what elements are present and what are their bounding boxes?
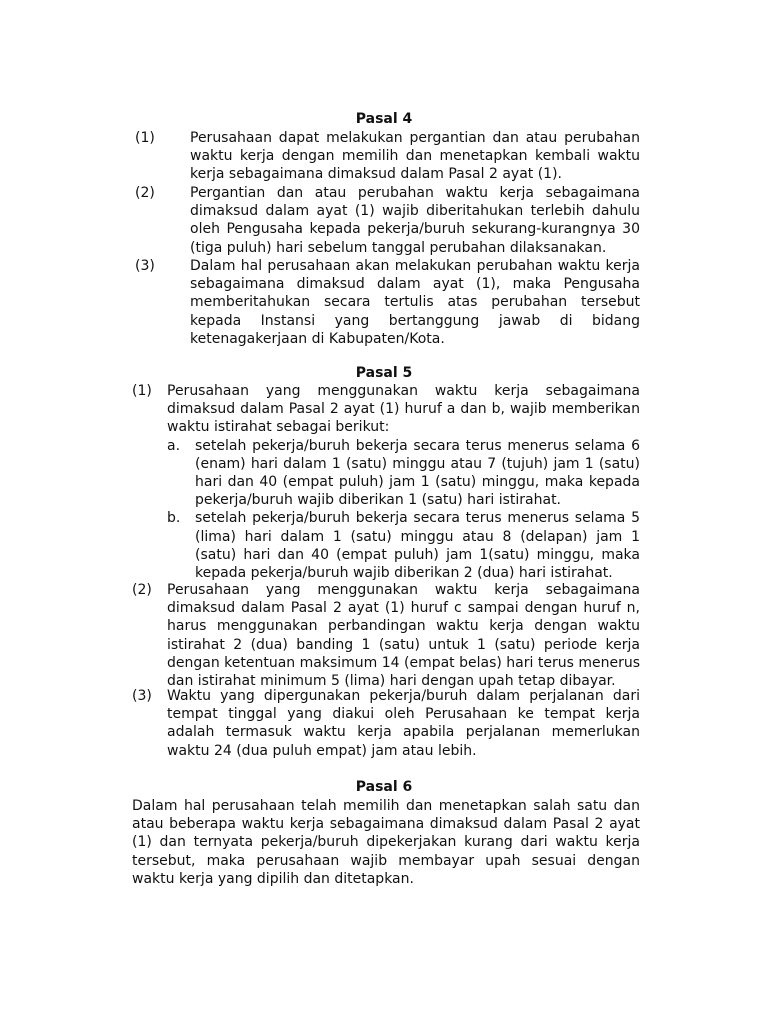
- pasal-4-ayat-3: [135, 257, 640, 348]
- ayat-number: (2): [135, 185, 155, 201]
- pasal-6-title: Pasal 6: [355, 779, 413, 795]
- pasal-5-ayat-2: [132, 581, 640, 690]
- sub-item-letter: b.: [167, 510, 181, 527]
- ayat-number: (1): [132, 383, 152, 399]
- pasal-6-text: Dalam hal perusahaan telah memilih dan menetapkan salah satu dan atau beberapa waktu kerja sebagaimana dimaksud dalam Pasal 2 ayat (1) dan ternyata pekerja/buruh dipekerjakan kurang dari waktu kerja tersebut, maka perusahaan wajib membayar upah sesuai dengan waktu kerja yang dipilih dan ditetapkan.: [132, 798, 640, 887]
- pasal-4-ayat-1: [135, 129, 640, 184]
- pasal-4-title: Pasal 4: [355, 111, 413, 127]
- pasal-5-title: Pasal 5: [355, 365, 413, 381]
- ayat-number: (1): [135, 130, 155, 146]
- ayat-text: Pergantian dan atau perubahan waktu kerja sebagaimana dimaksud dalam ayat (1) wajib diberitahukan terlebih dahulu oleh Pengusaha kepada pekerja/buruh sekurang-kurangnya 30 (tiga puluh) hari sebelum tanggal perubahan dilaksanakan.: [190, 185, 640, 256]
- sub-item-letter: a.: [167, 437, 181, 454]
- pasal-5-ayat-1: [132, 382, 640, 582]
- ayat-text: Dalam hal perusahaan akan melakukan perubahan waktu kerja sebagaimana dimaksud dalam ayat (1), maka Pengusaha memberitahukan secara tertulis atas perubahan tersebut kepada Instansi yang bertanggung jawab di bidang ketenagakerjaan di Kabupaten/Kota.: [190, 258, 640, 347]
- ayat-number: (3): [132, 688, 152, 704]
- ayat-text: Waktu yang dipergunakan pekerja/buruh dalam perjalanan dari tempat tinggal yang diakui oleh Perusahaan ke tempat kerja adalah termasuk waktu kerja apabila perjalanan memerlukan waktu 24 (dua puluh empat) jam atau lebih.: [167, 688, 640, 759]
- sub-item-a: [167, 437, 640, 510]
- ayat-text: Perusahaan yang menggunakan waktu kerja sebagaimana dimaksud dalam Pasal 2 ayat (1) huruf c sampai dengan huruf n, harus menggunakan perbandingan waktu kerja dengan waktu istirahat 2 (dua) banding 1 (satu) untuk 1 (satu) periode kerja dengan ketentuan maksimum 14 (empat belas) hari terus menerus dan istirahat minimum 5 (lima) hari dengan upah tetap dibayar.: [167, 582, 640, 690]
- ayat-text: Perusahaan yang menggunakan waktu kerja sebagaimana dimaksud dalam Pasal 2 ayat (1) huruf a dan b, wajib memberikan waktu istirahat sebagai berikut:: [167, 383, 640, 436]
- ayat-number: (2): [132, 582, 152, 598]
- ayat-number: (3): [135, 258, 155, 274]
- pasal-4-ayat-2: [135, 184, 640, 257]
- sub-item-text: setelah pekerja/buruh bekerja secara terus menerus selama 5 (lima) hari dalam 1 (satu) minggu atau 8 (delapan) jam 1 (satu) hari dan 40 (empat puluh) jam 1(satu) minggu, maka kepada pekerja/buruh wajib diberikan 2 (dua) hari istirahat.: [195, 510, 640, 582]
- sub-item-text: setelah pekerja/buruh bekerja secara terus menerus selama 6 (enam) hari dalam 1 (satu) minggu atau 7 (tujuh) jam 1 (satu) hari dan 40 (empat puluh) jam 1 (satu) minggu, maka kepada pekerja/buruh wajib diberikan 1 (satu) hari istirahat.: [195, 437, 640, 509]
- pasal-5-ayat-3: [132, 687, 640, 760]
- sub-item-b: [167, 509, 640, 582]
- ayat-text: Perusahaan dapat melakukan pergantian dan atau perubahan waktu kerja dengan memilih dan menetapkan kembali waktu kerja sebagaimana dimaksud dalam Pasal 2 ayat (1).: [190, 130, 640, 183]
